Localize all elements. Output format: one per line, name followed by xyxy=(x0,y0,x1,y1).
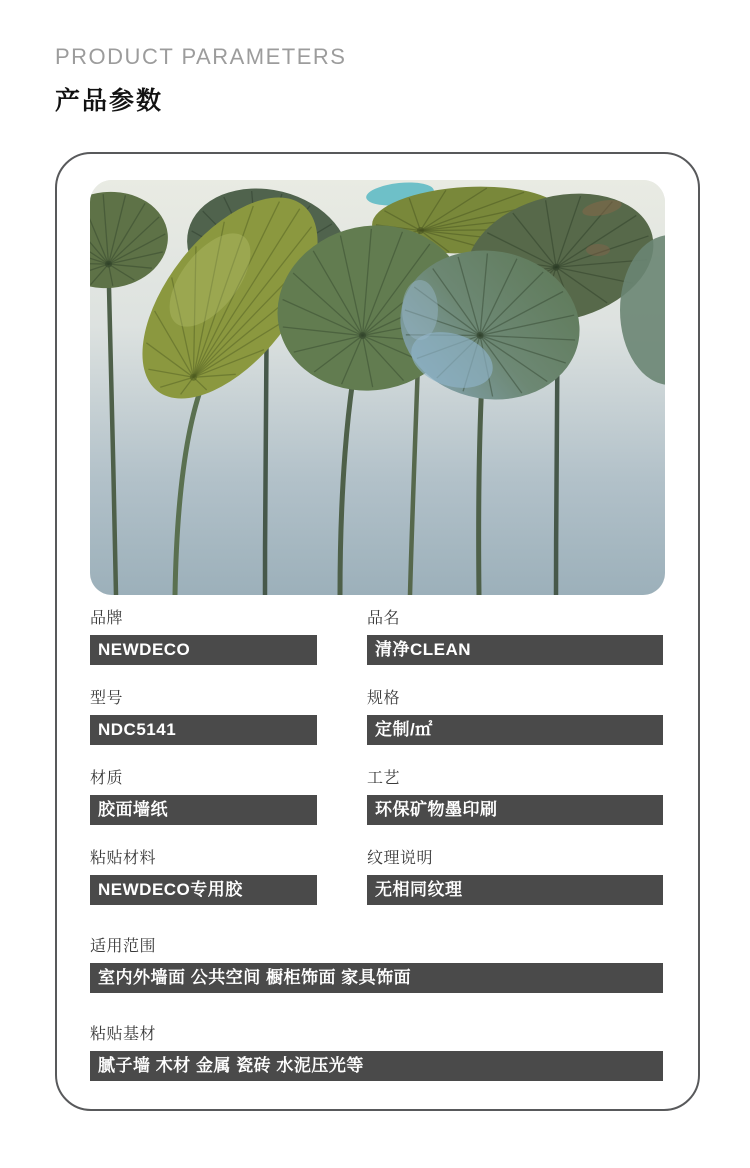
param-value-bar: NEWDECO专用胶 xyxy=(90,875,317,905)
param-row-10 xyxy=(90,1025,663,1081)
param-label: 品牌 xyxy=(90,610,124,627)
param-row-8 xyxy=(367,849,663,905)
param-value-bar: 胶面墙纸 xyxy=(90,795,317,825)
param-value-bar: 无相同纹理 xyxy=(367,875,663,905)
param-value-bar: 腻子墙 木材 金属 瓷砖 水泥压光等 xyxy=(90,1051,663,1081)
lotus-painting-svg xyxy=(90,180,665,595)
param-row-7 xyxy=(90,849,317,905)
param-value-bar: NDC5141 xyxy=(90,715,317,745)
param-row-1 xyxy=(90,609,317,665)
param-value-bar: 室内外墙面 公共空间 橱柜饰面 家具饰面 xyxy=(90,963,663,993)
param-label: 纹理说明 xyxy=(367,850,434,867)
param-label: 工艺 xyxy=(367,770,401,787)
param-label: 规格 xyxy=(367,690,401,707)
parameters-list xyxy=(90,609,665,1081)
param-label: 适用范围 xyxy=(90,938,157,955)
param-row-9 xyxy=(90,937,663,993)
param-row-6 xyxy=(367,769,663,825)
param-label: 型号 xyxy=(90,690,124,707)
param-label: 材质 xyxy=(90,770,124,787)
param-row-2 xyxy=(367,609,663,665)
param-row-3 xyxy=(90,689,317,745)
param-row-4 xyxy=(367,689,663,745)
parameters-card xyxy=(55,152,700,1111)
param-value-bar: 定制/㎡ xyxy=(367,715,663,745)
param-value-bar: 环保矿物墨印刷 xyxy=(367,795,663,825)
param-value-bar: 清净CLEAN xyxy=(367,635,663,665)
param-value-bar: NEWDECO xyxy=(90,635,317,665)
param-label: 品名 xyxy=(367,610,401,627)
param-label: 粘贴基材 xyxy=(90,1026,157,1043)
param-row-5 xyxy=(90,769,317,825)
page-header xyxy=(55,44,346,117)
page-title-english: PRODUCT PARAMETERS xyxy=(55,44,347,69)
param-label: 粘贴材料 xyxy=(90,850,157,867)
page-title-chinese: 产品参数 xyxy=(55,87,164,115)
product-image xyxy=(90,180,665,595)
